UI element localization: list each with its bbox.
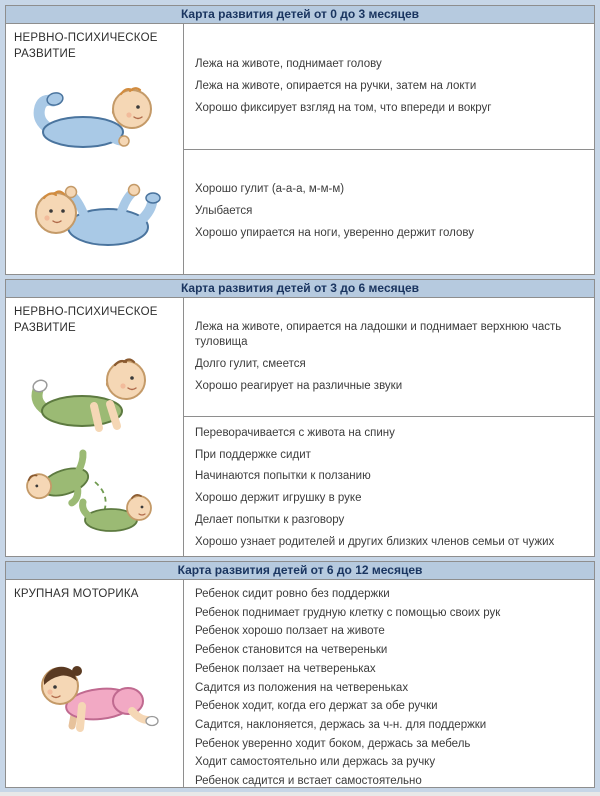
milestone-line: Ребенок становится на четвереньки (195, 644, 388, 657)
illustrations-area (14, 62, 175, 270)
illustrations-area (14, 336, 175, 552)
milestone-line: Хорошо упирается на ноги, уверенно держит голову (195, 227, 474, 240)
milestones-list (184, 416, 594, 558)
section-6-12-months (5, 561, 595, 788)
milestone-line: Делает попытки к разговору (195, 514, 345, 527)
milestone-line: Хорошо узнает родителей и других близких членов семьи от чужих (195, 536, 555, 549)
baby-pushup-green-illustration (20, 348, 170, 434)
milestone-line: При поддержке сидит (195, 448, 311, 461)
milestone-line: Ребенок поднимает грудную клетку с помощью своих рук (195, 606, 501, 619)
column-title: НЕРВНО-ПСИХИЧЕСКОЕ РАЗВИТИЕ (14, 32, 158, 61)
milestone-line: Лежа на животе, поднимает голову (195, 57, 382, 70)
milestone-line: Садится из положения на четвереньках (195, 681, 409, 694)
left-column (6, 298, 184, 556)
milestone-line: Ребенок хорошо ползает на животе (195, 625, 385, 638)
column-title: НЕРВНО-ПСИХИЧЕСКОЕ РАЗВИТИЕ (14, 306, 158, 335)
section-body (5, 298, 595, 557)
milestone-line: Начинаются попытки к ползанию (195, 470, 371, 483)
section-0-3-months (5, 5, 595, 275)
milestone-line: Хорошо реагирует на различные звуки (195, 379, 403, 392)
milestone-line: Долго гулит, смеется (195, 358, 306, 370)
milestone-line: Улыбается (195, 205, 253, 218)
section-header: Карта развития детей от 0 до 3 месяцев (5, 5, 595, 24)
section-3-6-months (5, 279, 595, 557)
milestone-line: Ребенок ползает на четвереньках (195, 662, 376, 675)
right-column (184, 24, 594, 274)
milestone-line: Переворачивается с живота на спину (195, 426, 395, 439)
section-header: Карта развития детей от 3 до 6 месяцев (5, 279, 595, 298)
baby-rolling-green-illustration (15, 446, 175, 540)
milestone-line: Ребенок сидит ровно без поддержки (195, 588, 390, 600)
illustrations-area (14, 602, 175, 783)
section-body (5, 24, 595, 275)
milestones-list (184, 24, 594, 149)
baby-crawling-girl-illustration (20, 646, 170, 740)
milestone-line: Ребенок уверенно ходит боком, держась за мебель (195, 737, 471, 750)
milestones-list (184, 580, 594, 796)
left-column (6, 580, 184, 787)
milestone-line: Хорошо гулит (а-а-а, м-м-м) (195, 183, 345, 196)
section-header: Карта развития детей от 6 до 12 месяцев (5, 561, 595, 580)
milestones-list (184, 298, 594, 416)
right-column (184, 580, 594, 787)
milestone-line: Лежа на животе, опирается на ручки, затем на локти (195, 79, 477, 92)
milestone-line: Ребенок ходит, когда его держат за обе ручки (195, 700, 438, 713)
left-column (6, 24, 184, 274)
milestones-list (184, 149, 594, 275)
milestone-line: Ребенок садится и встает самостоятельно (195, 775, 422, 788)
milestone-line: Ходит самостоятельно или держась за ручку (195, 756, 436, 769)
milestone-line: Лежа на животе, опирается на ладошки и поднимает верхнюю часть туловища (195, 321, 562, 349)
milestone-line: Хорошо держит игрушку в руке (195, 492, 362, 505)
section-body (5, 580, 595, 788)
right-column (184, 298, 594, 556)
baby-supine-blue-illustration (20, 165, 170, 261)
column-title: КРУПНАЯ МОТОРИКА (14, 588, 139, 600)
milestone-line: Садится, наклоняется, держась за ч-н. для поддержки (195, 719, 487, 732)
milestone-line: Хорошо фиксирует взгляд на том, что впереди и вокруг (195, 101, 492, 114)
baby-prone-blue-illustration (20, 71, 170, 155)
